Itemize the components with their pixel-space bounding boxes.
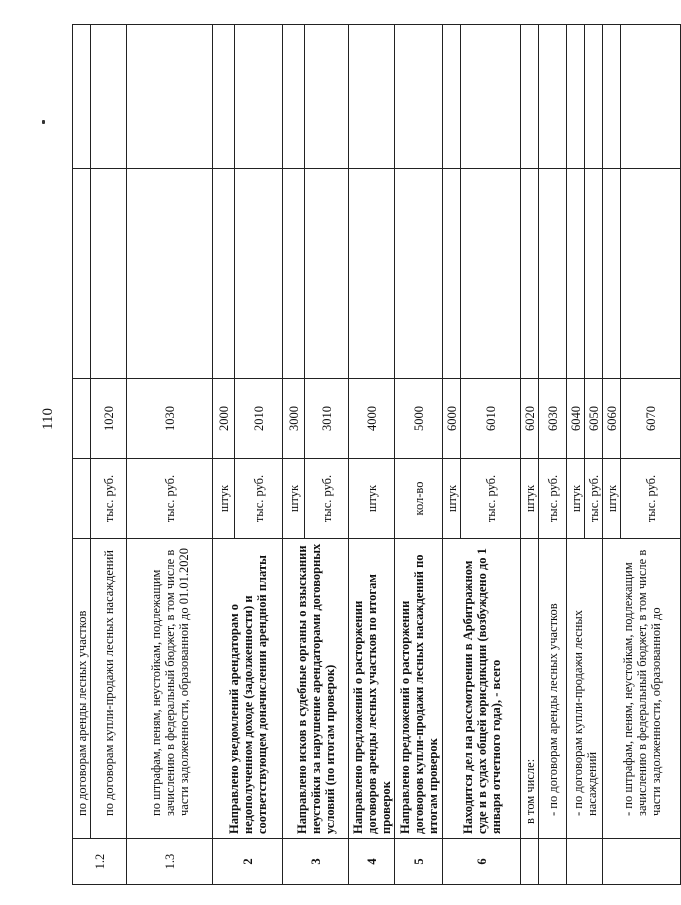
value-cell xyxy=(567,169,585,379)
indicator-name-cell: Направлено уведомлений арендаторам о недополученном доходе (задолженности) и соответствующем доначислении арендной платы xyxy=(213,539,283,839)
code-cell: 1020 xyxy=(91,379,127,459)
unit-cell: кол-во xyxy=(395,459,443,539)
row-number-cell: 5 xyxy=(395,839,443,885)
report-table xyxy=(72,24,681,885)
code-cell: 6030 xyxy=(539,379,567,459)
indicator-name-cell: по договорам купли-продажи лесных насаждений xyxy=(91,539,127,839)
scan-speck xyxy=(42,120,45,124)
unit-cell: штук xyxy=(213,459,235,539)
unit-cell: тыс. руб. xyxy=(127,459,213,539)
value-cell xyxy=(461,169,521,379)
unit-cell: штук xyxy=(349,459,395,539)
value-cell xyxy=(283,169,305,379)
code-cell: 5000 xyxy=(395,379,443,459)
table-row xyxy=(91,25,127,885)
indicator-name-cell: по договорам аренды лесных участков xyxy=(73,539,91,839)
unit-cell: штук xyxy=(603,459,621,539)
table-row xyxy=(443,25,461,885)
value-cell xyxy=(521,169,539,379)
code-cell: 6060 xyxy=(603,379,621,459)
value-cell xyxy=(603,25,621,169)
value-cell xyxy=(461,25,521,169)
code-cell: 3010 xyxy=(305,379,349,459)
code-cell: 2000 xyxy=(213,379,235,459)
unit-cell: штук xyxy=(443,459,461,539)
unit-cell xyxy=(73,459,91,539)
row-number-cell: 1.2 xyxy=(73,839,127,885)
value-cell xyxy=(521,25,539,169)
unit-cell: тыс. руб. xyxy=(91,459,127,539)
value-cell xyxy=(395,25,443,169)
table-row xyxy=(567,25,585,885)
value-cell xyxy=(443,169,461,379)
indicator-name-cell: по штрафам, пеням, неустойкам, подлежащим зачислению в федеральный бюджет, в том числе в части задолженности, образованной до 01.01.2020 xyxy=(127,539,213,839)
value-cell xyxy=(73,169,91,379)
unit-cell: штук xyxy=(283,459,305,539)
indicator-name-cell: Направлено исков в судебные органы о взыскании неустойки за нарушение арендаторами договорных условий (по итогам проверок) xyxy=(283,539,349,839)
indicator-name-cell: Находится дел на рассмотрении в Арбитражном суде и в судах общей юрисдикции (возбуждено до 1 января отчетного года), - всего xyxy=(443,539,521,839)
table-row xyxy=(539,25,567,885)
value-cell xyxy=(585,169,603,379)
value-cell xyxy=(213,25,235,169)
code-cell: 6040 xyxy=(567,379,585,459)
indicator-name-cell: - по договорам купли-продажи лесных насаждений xyxy=(567,539,603,839)
unit-cell: тыс. руб. xyxy=(461,459,521,539)
indicator-name-cell: - по договорам аренды лесных участков xyxy=(539,539,567,839)
table-row xyxy=(283,25,305,885)
value-cell xyxy=(127,25,213,169)
value-cell xyxy=(567,25,585,169)
unit-cell: тыс. руб. xyxy=(305,459,349,539)
indicator-name-cell: Направлено предложений о расторжении договоров купли-продажи лесных насаждений по итогам проверок xyxy=(395,539,443,839)
value-cell xyxy=(235,25,283,169)
value-cell xyxy=(349,169,395,379)
value-cell xyxy=(539,169,567,379)
value-cell xyxy=(127,169,213,379)
row-number-cell: 2 xyxy=(213,839,283,885)
value-cell xyxy=(283,25,305,169)
value-cell xyxy=(305,169,349,379)
rotated-table-sheet xyxy=(72,25,663,885)
code-cell: 6000 xyxy=(443,379,461,459)
table-row xyxy=(521,25,539,885)
value-cell xyxy=(91,25,127,169)
code-cell: 6020 xyxy=(521,379,539,459)
value-cell xyxy=(213,169,235,379)
value-cell xyxy=(395,169,443,379)
unit-cell: тыс. руб. xyxy=(585,459,603,539)
row-number-cell: 4 xyxy=(349,839,395,885)
value-cell xyxy=(91,169,127,379)
code-cell: 1030 xyxy=(127,379,213,459)
code-cell: 6070 xyxy=(621,379,681,459)
table-row xyxy=(603,25,621,885)
code-cell xyxy=(73,379,91,459)
table-row xyxy=(349,25,395,885)
value-cell xyxy=(73,25,91,169)
table-row xyxy=(73,25,91,885)
indicator-name-cell: в том числе: xyxy=(521,539,539,839)
value-cell xyxy=(621,169,681,379)
value-cell xyxy=(349,25,395,169)
unit-cell: тыс. руб. xyxy=(235,459,283,539)
value-cell xyxy=(235,169,283,379)
row-number-cell xyxy=(603,839,681,885)
unit-cell: штук xyxy=(567,459,585,539)
code-cell: 2010 xyxy=(235,379,283,459)
row-number-cell: 1.3 xyxy=(127,839,213,885)
row-number-cell: 6 xyxy=(443,839,521,885)
table-row xyxy=(127,25,213,885)
code-cell: 6010 xyxy=(461,379,521,459)
code-cell: 3000 xyxy=(283,379,305,459)
row-number-cell xyxy=(567,839,603,885)
unit-cell: штук xyxy=(521,459,539,539)
value-cell xyxy=(603,169,621,379)
indicator-name-cell: Направлено предложений о расторжении договоров аренды лесных участков по итогам проверок xyxy=(349,539,395,839)
table-row xyxy=(395,25,443,885)
value-cell xyxy=(443,25,461,169)
unit-cell: тыс. руб. xyxy=(539,459,567,539)
row-number-cell xyxy=(521,839,539,885)
value-cell xyxy=(305,25,349,169)
table-row xyxy=(213,25,235,885)
value-cell xyxy=(585,25,603,169)
unit-cell: тыс. руб. xyxy=(621,459,681,539)
indicator-name-cell: - по штрафам, пеням, неустойкам, подлежащим зачислению в федеральный бюджет, в том числе в части задолженности, образованной до xyxy=(603,539,681,839)
value-cell xyxy=(539,25,567,169)
code-cell: 4000 xyxy=(349,379,395,459)
value-cell xyxy=(621,25,681,169)
code-cell: 6050 xyxy=(585,379,603,459)
row-number-cell: 3 xyxy=(283,839,349,885)
row-number-cell xyxy=(539,839,567,885)
page-number: 110 xyxy=(40,408,56,430)
